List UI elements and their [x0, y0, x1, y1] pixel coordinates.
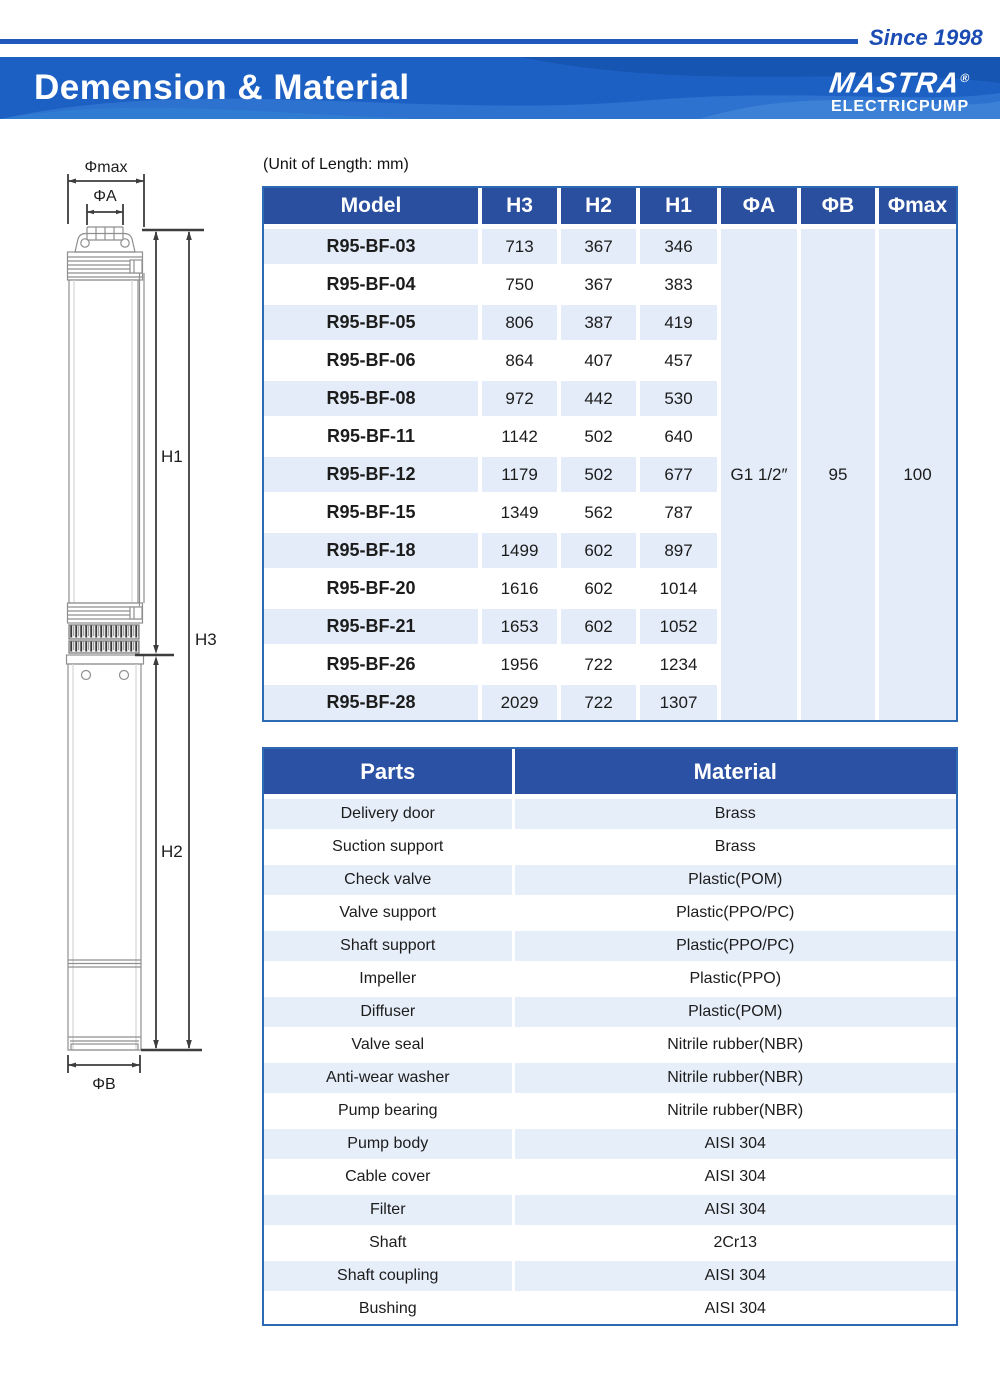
h2-cell: 722 [559, 684, 638, 721]
dimension-row [264, 227, 956, 266]
model-cell: R95-BF-26 [264, 646, 480, 684]
material-cell: Nitrile rubber(NBR) [513, 1095, 956, 1128]
model-cell: R95-BF-20 [264, 570, 480, 608]
material-cell: Brass [513, 797, 956, 831]
h3-cell: 1616 [480, 570, 559, 608]
material-cell: Nitrile rubber(NBR) [513, 1062, 956, 1095]
model-cell: R95-BF-28 [264, 684, 480, 721]
h3-cell: 1349 [480, 494, 559, 532]
pump-outline [67, 227, 145, 1050]
page-title: Demension & Material [34, 68, 410, 107]
material-row [264, 797, 956, 831]
h1-cell: 1307 [638, 684, 719, 721]
h3-cell: 806 [480, 304, 559, 342]
header-rule [0, 39, 858, 44]
material-row [264, 897, 956, 930]
model-cell: R95-BF-05 [264, 304, 480, 342]
h3-cell: 1179 [480, 456, 559, 494]
model-cell: R95-BF-03 [264, 227, 480, 266]
material-column-header: Material [513, 749, 956, 797]
banner [0, 57, 1000, 119]
material-row [264, 1227, 956, 1260]
material-row [264, 1260, 956, 1293]
h3-cell: 972 [480, 380, 559, 418]
dimension-table [262, 186, 958, 722]
material-cell: Plastic(POM) [513, 996, 956, 1029]
material-row [264, 1194, 956, 1227]
h3-cell: 864 [480, 342, 559, 380]
h2-cell: 502 [559, 418, 638, 456]
h3-cell: 2029 [480, 684, 559, 721]
material-column-header: Parts [264, 749, 513, 797]
h2-cell: 602 [559, 608, 638, 646]
material-row [264, 930, 956, 963]
material-cell: Plastic(PPO) [513, 963, 956, 996]
h2-cell: 502 [559, 456, 638, 494]
material-cell: Nitrile rubber(NBR) [513, 1029, 956, 1062]
h1-cell: 383 [638, 266, 719, 304]
part-cell: Valve support [264, 897, 513, 930]
material-row [264, 1062, 956, 1095]
part-cell: Pump bearing [264, 1095, 513, 1128]
h1-cell: 457 [638, 342, 719, 380]
material-row [264, 996, 956, 1029]
dimension-column-header: ΦB [799, 188, 877, 227]
part-cell: Delivery door [264, 797, 513, 831]
material-row [264, 1095, 956, 1128]
part-cell: Shaft coupling [264, 1260, 513, 1293]
material-row [264, 864, 956, 897]
model-cell: R95-BF-08 [264, 380, 480, 418]
model-cell: R95-BF-04 [264, 266, 480, 304]
part-cell: Check valve [264, 864, 513, 897]
h1-cell: 1234 [638, 646, 719, 684]
h2-cell: 367 [559, 266, 638, 304]
part-cell: Cable cover [264, 1161, 513, 1194]
h2-cell: 602 [559, 532, 638, 570]
h1-cell: 346 [638, 227, 719, 266]
material-cell: 2Cr13 [513, 1227, 956, 1260]
material-cell: Plastic(PPO/PC) [513, 930, 956, 963]
material-cell: AISI 304 [513, 1161, 956, 1194]
h2-cell: 602 [559, 570, 638, 608]
material-cell: AISI 304 [513, 1128, 956, 1161]
logo-subtitle: ELECTRICPUMP [830, 97, 970, 115]
material-row [264, 1293, 956, 1325]
material-cell: Plastic(PPO/PC) [513, 897, 956, 930]
h3-cell: 713 [480, 227, 559, 266]
material-cell: AISI 304 [513, 1260, 956, 1293]
h3-cell: 1653 [480, 608, 559, 646]
model-cell: R95-BF-12 [264, 456, 480, 494]
dimension-column-header: Φmax [877, 188, 956, 227]
model-cell: R95-BF-15 [264, 494, 480, 532]
logo-brand-text: MASTRA® [827, 67, 972, 100]
registered-mark: ® [959, 71, 972, 85]
brand-logo [827, 64, 972, 115]
pump-diagram [30, 148, 260, 1123]
dimension-column-header: H3 [480, 188, 559, 227]
h2-cell: 367 [559, 227, 638, 266]
h1-cell: 787 [638, 494, 719, 532]
h2-cell: 407 [559, 342, 638, 380]
material-cell: Plastic(POM) [513, 864, 956, 897]
h3-cell: 1499 [480, 532, 559, 570]
model-cell: R95-BF-06 [264, 342, 480, 380]
part-cell: Shaft [264, 1227, 513, 1260]
h2-cell: 442 [559, 380, 638, 418]
material-row [264, 1128, 956, 1161]
material-row [264, 963, 956, 996]
dim-label-phib: ΦB [92, 1076, 116, 1093]
h3-cell: 1956 [480, 646, 559, 684]
h1-cell: 640 [638, 418, 719, 456]
part-cell: Valve seal [264, 1029, 513, 1062]
h2-cell: 722 [559, 646, 638, 684]
dimension-table-header-row [264, 188, 956, 227]
dim-label-h2: H2 [161, 842, 183, 861]
h3-cell: 1142 [480, 418, 559, 456]
phi-a-merged-cell: G1 1/2″ [719, 227, 799, 721]
model-cell: R95-BF-11 [264, 418, 480, 456]
material-row [264, 1161, 956, 1194]
material-table [262, 747, 958, 1326]
dim-label-phimax: Φmax [84, 159, 128, 176]
part-cell: Diffuser [264, 996, 513, 1029]
material-cell: AISI 304 [513, 1293, 956, 1325]
material-cell: Brass [513, 831, 956, 864]
material-row [264, 831, 956, 864]
dimension-column-header: Model [264, 188, 480, 227]
h1-cell: 1014 [638, 570, 719, 608]
phi-b-merged-cell: 95 [799, 227, 877, 721]
h2-cell: 562 [559, 494, 638, 532]
h1-cell: 677 [638, 456, 719, 494]
part-cell: Impeller [264, 963, 513, 996]
dimension-column-header: H2 [559, 188, 638, 227]
material-row [264, 1029, 956, 1062]
part-cell: Suction support [264, 831, 513, 864]
dim-label-h3: H3 [195, 630, 217, 649]
model-cell: R95-BF-21 [264, 608, 480, 646]
dim-label-phia: ΦA [93, 188, 117, 205]
h2-cell: 387 [559, 304, 638, 342]
dimension-column-header: H1 [638, 188, 719, 227]
h3-cell: 750 [480, 266, 559, 304]
unit-note: (Unit of Length: mm) [263, 156, 409, 173]
part-cell: Shaft support [264, 930, 513, 963]
model-cell: R95-BF-18 [264, 532, 480, 570]
h1-cell: 530 [638, 380, 719, 418]
part-cell: Anti-wear washer [264, 1062, 513, 1095]
since-label: Since 1998 [869, 25, 983, 50]
dim-label-h1: H1 [161, 447, 183, 466]
dimension-column-header: ΦA [719, 188, 799, 227]
material-cell: AISI 304 [513, 1194, 956, 1227]
h1-cell: 419 [638, 304, 719, 342]
part-cell: Bushing [264, 1293, 513, 1325]
material-table-header-row [264, 749, 956, 797]
h1-cell: 1052 [638, 608, 719, 646]
part-cell: Filter [264, 1194, 513, 1227]
phi-max-merged-cell: 100 [877, 227, 956, 721]
part-cell: Pump body [264, 1128, 513, 1161]
h1-cell: 897 [638, 532, 719, 570]
